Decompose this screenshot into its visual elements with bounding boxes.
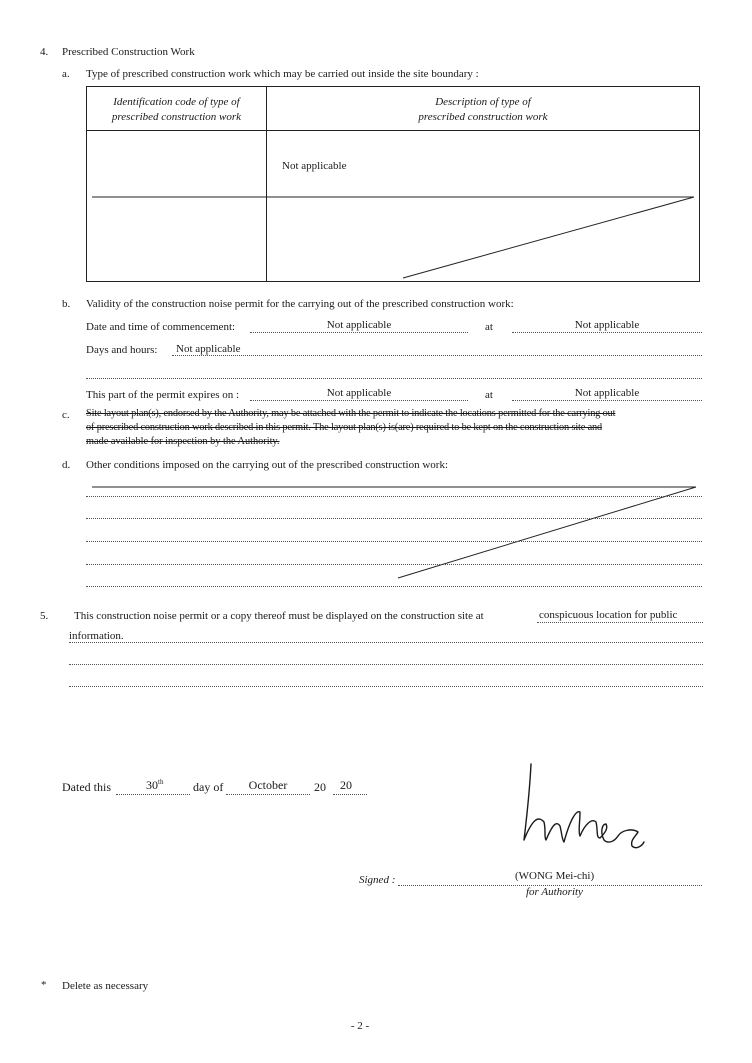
section-5-line-2 xyxy=(69,664,703,665)
conditions-line-5 xyxy=(86,586,702,587)
dated-month-line xyxy=(226,794,310,795)
expires-at-label: at xyxy=(485,389,493,401)
item-c-line1: Site layout plan(s), endorsed by the Authority, may be attached with the permit to indicate the locations permitted for the carrying out xyxy=(86,408,616,419)
signatory-name: (WONG Mei-chi) xyxy=(515,870,595,882)
section-4-title: Prescribed Construction Work xyxy=(62,46,195,58)
dated-month: October xyxy=(248,778,288,792)
item-c-line3: made available for inspection by the Authority. xyxy=(86,436,280,447)
item-b-marker: b. xyxy=(62,298,71,310)
section-5-text: This construction noise permit or a copy thereof must be displayed on the construction site at xyxy=(74,610,484,622)
dated-label: Dated this xyxy=(62,780,111,794)
signatory-role: for Authority xyxy=(526,886,583,898)
section-5-number: 5. xyxy=(40,610,49,622)
commencement-value: Not applicable xyxy=(326,319,392,331)
section-5-line-1 xyxy=(69,642,703,643)
conditions-line-4 xyxy=(86,564,702,565)
page-number: - 2 - xyxy=(350,1020,370,1032)
dated-day xyxy=(146,778,163,793)
footnote-marker: * xyxy=(41,979,47,991)
signed-label: Signed : xyxy=(359,874,396,886)
conditions-line-1 xyxy=(86,496,702,497)
dated-day-of: day of xyxy=(193,780,224,794)
days-hours-value: Not applicable xyxy=(176,343,241,355)
commencement-line xyxy=(250,332,468,333)
commencement-at-line xyxy=(512,332,702,333)
section-5-location-line xyxy=(537,622,703,623)
expires-at-line xyxy=(512,400,702,401)
section-5-line-3 xyxy=(69,686,703,687)
table-cell-value: Not applicable xyxy=(282,160,347,172)
dated-year-prefix: 20 xyxy=(314,780,326,794)
col2-header-line2: prescribed construction work xyxy=(418,111,548,123)
expires-line xyxy=(250,400,468,401)
days-hours-line xyxy=(172,355,702,356)
item-b-text: Validity of the construction noise permit for the carrying out of the prescribed construction work: xyxy=(86,298,514,310)
col2-header-line1: Description of type of xyxy=(435,96,531,108)
dated-day-line xyxy=(116,794,190,795)
days-hours-line-2 xyxy=(86,378,702,379)
days-hours-label: Days and hours: xyxy=(86,344,158,356)
item-d-text: Other conditions imposed on the carrying out of the prescribed construction work: xyxy=(86,459,448,471)
item-c-line2: of prescribed construction work described in this permit. The layout plan(s) is(are) required to be kept on the construction site and xyxy=(86,422,603,433)
dated-year-line xyxy=(333,794,367,795)
item-c-marker: c. xyxy=(62,409,70,421)
expires-value: Not applicable xyxy=(326,387,392,399)
dated-day-number: 30 xyxy=(146,778,158,792)
footnote-text: Delete as necessary xyxy=(62,980,149,992)
commencement-at-label: at xyxy=(485,321,493,333)
commencement-at-value: Not applicable xyxy=(574,319,640,331)
col1-header-line1: Identification code of type of xyxy=(113,96,240,108)
conditions-line-3 xyxy=(86,541,702,542)
item-a-text: Type of prescribed construction work which may be carried out inside the site boundary : xyxy=(86,68,479,80)
expires-label: This part of the permit expires on : xyxy=(86,389,240,401)
col1-header-line2: prescribed construction work xyxy=(111,111,242,123)
section-5-location: conspicuous location for public xyxy=(539,609,678,621)
section-5-continuation: information. xyxy=(69,630,124,642)
expires-at-value: Not applicable xyxy=(574,387,640,399)
handwritten-signature xyxy=(510,760,660,860)
commencement-label: Date and time of commencement: xyxy=(86,321,236,333)
dated-day-suffix: th xyxy=(158,778,164,786)
item-a-marker: a. xyxy=(62,68,70,80)
item-d-marker: d. xyxy=(62,459,71,471)
section-4-number: 4. xyxy=(40,46,49,58)
dated-year: 20 xyxy=(340,778,352,792)
table-diagonal-strike xyxy=(403,197,694,278)
conditions-line-2 xyxy=(86,518,702,519)
